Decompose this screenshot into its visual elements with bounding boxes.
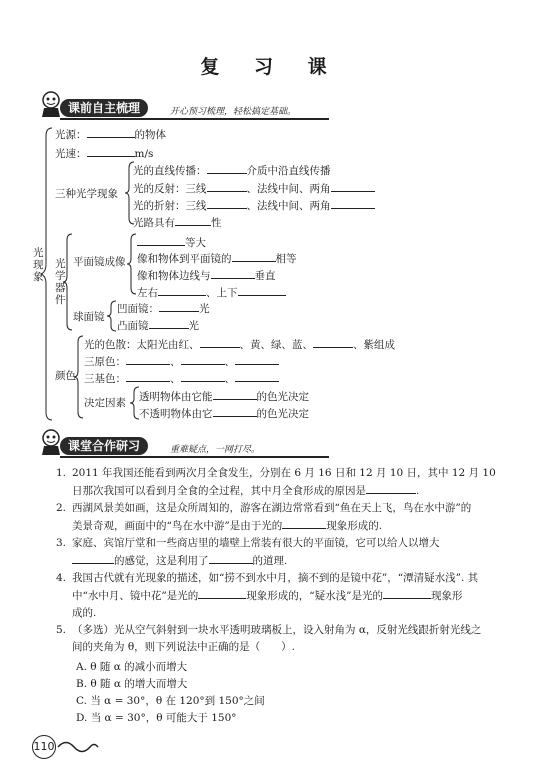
question-5: 5. （多选）光从空气斜射到一块水平透明玻璃板上，设入射角为 α，反射光线跟折射光线之 间的夹角为 θ，则下列说法中正确的是（ ）. [56, 624, 482, 653]
section-tag-practice: 课堂合作研习 [60, 437, 148, 455]
color-label: 颜色 [55, 370, 76, 382]
section-hint-practice: 重难疑点，一网打尽。 [170, 445, 261, 455]
plane-row-3: 像和物体边线与 垂直 [137, 267, 276, 283]
plane-row-1: 等大 [137, 234, 206, 250]
outline-root: 光现象 [33, 247, 44, 283]
convex-row: 凸面镜 光 [117, 317, 199, 333]
three-phenomena-label: 三种光学现象 [55, 188, 118, 200]
concave-row: 凹面镜： 光 [117, 300, 210, 316]
dispersion-row: 光的色散：太阳光由红、 、黄、绿、蓝、 、紫组成 [84, 336, 395, 352]
question-1: 1. 2011 年我国还能看到两次月全食发生，分别在 6 月 16 日和 12 月 10 日，其中 12 月 10 日那次我国可以看到月全食的全过程，其中月全食形成的原因是 . [56, 467, 496, 497]
speed-row: 光速： m/s [55, 145, 153, 161]
straight-row: 光的直线传播： 介质中沿直线传播 [133, 162, 331, 178]
page-number: 110 [32, 735, 56, 759]
primary-pigment-row: 三基色： 、 、 [84, 370, 279, 386]
plane-row-4: 左右 、上下 [137, 284, 286, 300]
section-underline [60, 456, 329, 458]
transparent-row: 透明物体由它能 的色光决定 [139, 388, 309, 404]
question-3: 3. 家庭、宾馆厅堂和一些商店里的墙壁上常装有很大的平面镜，它可以给人以增大 的感觉，这是利用了 的道理. [56, 537, 440, 567]
primary-light-row: 三原色： 、 、 [84, 353, 279, 369]
plane-row-2: 像和物体到平面镜的 相等 [137, 250, 297, 266]
section-hint-preview: 开心预习梳理，轻松搞定基础。 [170, 107, 297, 117]
question-2: 2. 西湖风景美如画，这是众所周知的，游客在湖边常常看到“鱼在天上飞，鸟在水中游”的 美景奇观，画面中的“鸟在水中游”是由于光的 现象形成的. [56, 502, 472, 532]
page-title: 复 习 课 [200, 56, 341, 78]
option-c: C. 当 α = 30°，θ 在 120°到 150°之间 [76, 695, 265, 707]
option-a: A. θ 随 α 的减小而增大 [76, 661, 188, 673]
refract-row: 光的折射：三线 、法线中间、两角 [133, 197, 375, 213]
root-brace [40, 124, 56, 424]
decide-label: 决定因素 [84, 397, 126, 409]
option-d: D. 当 α = 30°，θ 可能大于 150° [76, 712, 237, 724]
footer-ornament-icon [56, 736, 100, 758]
section-tag-preview: 课前自主梳理 [60, 99, 148, 117]
source-row: 光源： 的物体 [55, 126, 166, 142]
section-underline [60, 118, 329, 120]
sphere-mirror-label: 球面镜 [73, 311, 105, 323]
reflect-row: 光的反射：三线 、法线中间、两角 [133, 180, 375, 196]
path-row: 光路具有 性 [133, 214, 222, 230]
opaque-row: 不透明物体由它 的色光决定 [139, 405, 309, 421]
plane-mirror-label: 平面镜成像 [73, 256, 126, 268]
devices-label: 光学器件 [55, 258, 66, 306]
question-4: 4. 我国古代就有光现象的描述，如“捞不到水中月，摘不到的是镜中花”，“潭清疑水浅”. 其 中“水中月、镜中花”是光的 现象形成的，“疑水浅”是光的 现象形 成的. [56, 572, 479, 619]
option-b: B. θ 随 α 的增大而增大 [76, 678, 188, 690]
